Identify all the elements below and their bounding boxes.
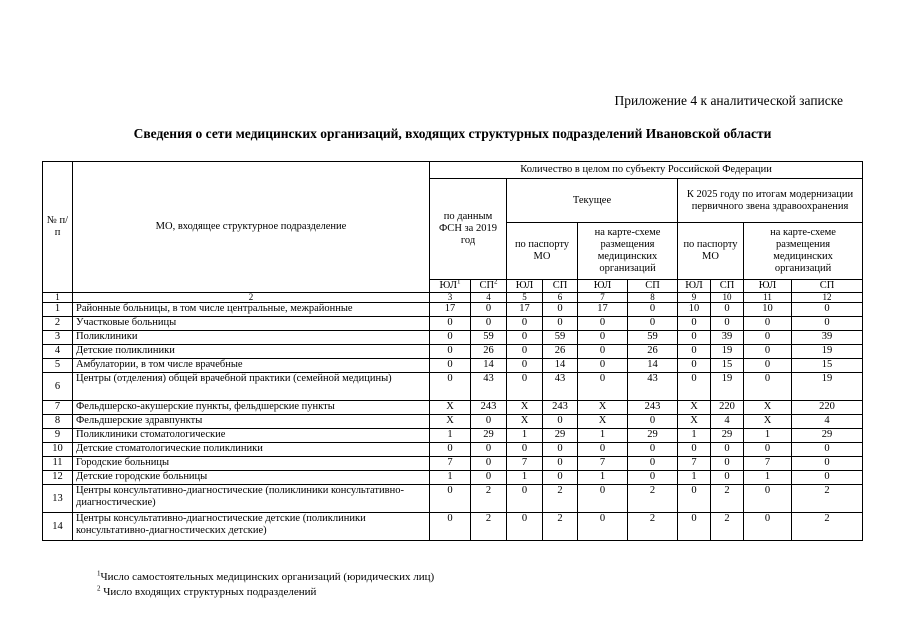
- row-value: 1: [678, 429, 711, 443]
- row-value: 220: [792, 401, 863, 415]
- row-value: 0: [543, 303, 578, 317]
- row-value: X: [678, 401, 711, 415]
- header-current-passport: по паспорту МО: [507, 223, 578, 280]
- row-value: 0: [430, 345, 471, 359]
- row-value: 0: [507, 359, 543, 373]
- row-value: 10: [744, 303, 792, 317]
- row-value: 14: [471, 359, 507, 373]
- row-value: 0: [744, 359, 792, 373]
- row-value: 0: [578, 485, 628, 513]
- row-value: 19: [792, 345, 863, 359]
- row-value: 0: [628, 317, 678, 331]
- row-value: 43: [543, 373, 578, 401]
- header-yul: ЮЛ: [578, 280, 628, 293]
- row-value: 7: [678, 457, 711, 471]
- row-value: 0: [792, 303, 863, 317]
- row-value: 243: [471, 401, 507, 415]
- row-value: 0: [578, 359, 628, 373]
- row-value: 2: [792, 485, 863, 513]
- header-sp: СП: [792, 280, 863, 293]
- row-value: 14: [628, 359, 678, 373]
- row-number: 6: [43, 373, 73, 401]
- row-value: 0: [792, 471, 863, 485]
- row-value: X: [507, 401, 543, 415]
- row-number: 12: [43, 471, 73, 485]
- row-value: 1: [578, 429, 628, 443]
- row-value: 0: [430, 443, 471, 457]
- row-value: 0: [578, 513, 628, 541]
- header-total: Количество в целом по субъекту Российской Федерации: [430, 162, 863, 179]
- header-sp: СП: [543, 280, 578, 293]
- row-value: 4: [711, 415, 744, 429]
- column-index: 5: [507, 293, 543, 303]
- header-yul: $ЮЛ^1$: [430, 280, 471, 293]
- row-name: Поликлиники стоматологические: [73, 429, 430, 443]
- column-index: 3: [430, 293, 471, 303]
- table-row: [43, 443, 863, 457]
- table-row: [43, 303, 863, 317]
- column-index: 10: [711, 293, 744, 303]
- row-value: 0: [578, 317, 628, 331]
- row-value: 7: [578, 457, 628, 471]
- header-yul: ЮЛ: [678, 280, 711, 293]
- header-yul: ЮЛ: [744, 280, 792, 293]
- row-value: 0: [543, 317, 578, 331]
- row-value: 19: [711, 373, 744, 401]
- row-number: 1: [43, 303, 73, 317]
- row-value: 0: [678, 317, 711, 331]
- row-value: 14: [543, 359, 578, 373]
- row-number: 10: [43, 443, 73, 457]
- row-name: Поликлиники: [73, 331, 430, 345]
- column-index: 9: [678, 293, 711, 303]
- row-value: 0: [711, 471, 744, 485]
- row-value: 0: [628, 457, 678, 471]
- row-value: 0: [471, 415, 507, 429]
- table-row: [43, 415, 863, 429]
- row-number: 5: [43, 359, 73, 373]
- row-value: 29: [543, 429, 578, 443]
- row-value: 4: [792, 415, 863, 429]
- row-name: Амбулатории, в том числе врачебные: [73, 359, 430, 373]
- footnote-1: $^1$Число самостоятельных медицинских организаций (юридических лиц): [97, 569, 435, 583]
- header-fsn: по данным ФСН за 2019 год: [430, 179, 507, 280]
- row-value: 0: [711, 443, 744, 457]
- row-name: Центры (отделения) общей врачебной практики (семейной медицины): [73, 373, 430, 401]
- row-value: 0: [678, 443, 711, 457]
- row-number: 4: [43, 345, 73, 359]
- row-number: 8: [43, 415, 73, 429]
- row-value: 2: [792, 513, 863, 541]
- row-value: 7: [430, 457, 471, 471]
- row-value: 0: [792, 457, 863, 471]
- row-value: 243: [628, 401, 678, 415]
- row-value: 0: [628, 415, 678, 429]
- column-index: 8: [628, 293, 678, 303]
- row-value: 17: [430, 303, 471, 317]
- row-value: 19: [711, 345, 744, 359]
- row-value: 15: [711, 359, 744, 373]
- row-value: 0: [543, 415, 578, 429]
- row-value: 0: [507, 345, 543, 359]
- row-value: 0: [471, 443, 507, 457]
- row-value: 17: [578, 303, 628, 317]
- row-value: 15: [792, 359, 863, 373]
- row-value: X: [744, 401, 792, 415]
- header-2025-scheme: на карте-схеме размещения медицинских организаций: [744, 223, 863, 280]
- row-value: 0: [430, 359, 471, 373]
- row-value: 1: [678, 471, 711, 485]
- row-value: 0: [578, 331, 628, 345]
- column-index: 7: [578, 293, 628, 303]
- row-value: 2: [711, 485, 744, 513]
- row-value: 0: [430, 373, 471, 401]
- table-row: [43, 331, 863, 345]
- row-value: 0: [711, 303, 744, 317]
- row-number: 13: [43, 485, 73, 513]
- table-row: [43, 457, 863, 471]
- row-value: 0: [678, 513, 711, 541]
- row-value: 43: [628, 373, 678, 401]
- row-value: 0: [430, 513, 471, 541]
- row-value: 2: [471, 485, 507, 513]
- row-value: 0: [578, 345, 628, 359]
- row-value: 0: [471, 303, 507, 317]
- header-current-scheme: на карте-схеме размещения медицинских организаций: [578, 223, 678, 280]
- row-value: 2: [628, 485, 678, 513]
- row-value: 0: [711, 317, 744, 331]
- column-index: 2: [73, 293, 430, 303]
- row-value: 0: [628, 303, 678, 317]
- header-sp: $СП^2$: [471, 280, 507, 293]
- table-row: [43, 429, 863, 443]
- row-value: 0: [678, 485, 711, 513]
- page-title: Сведения о сети медицинских организаций, входящих структурных подразделений Ивановской области: [133, 126, 772, 141]
- row-name: Центры консультативно-диагностические (поликлиники консультативно-диагностические): [73, 485, 430, 513]
- header-2025-passport: по паспорту МО: [678, 223, 744, 280]
- row-value: 26: [628, 345, 678, 359]
- column-index-row: [43, 293, 863, 303]
- row-name: Участковые больницы: [73, 317, 430, 331]
- row-value: 29: [711, 429, 744, 443]
- row-value: 2: [471, 513, 507, 541]
- row-value: 0: [578, 443, 628, 457]
- header-current: Текущее: [507, 179, 678, 223]
- row-number: 14: [43, 513, 73, 541]
- row-value: 1: [507, 429, 543, 443]
- row-value: 0: [430, 485, 471, 513]
- row-value: X: [430, 401, 471, 415]
- header-sp: СП: [628, 280, 678, 293]
- column-index: 12: [792, 293, 863, 303]
- row-value: 0: [744, 331, 792, 345]
- row-value: 29: [628, 429, 678, 443]
- row-name: Фельдшерско-акушерские пункты, фельдшерские пункты: [73, 401, 430, 415]
- row-value: 0: [507, 485, 543, 513]
- row-value: 0: [430, 331, 471, 345]
- row-value: 0: [628, 443, 678, 457]
- table-row: [43, 485, 863, 513]
- row-value: 0: [744, 443, 792, 457]
- row-name: Детские поликлиники: [73, 345, 430, 359]
- row-name: Детские городские больницы: [73, 471, 430, 485]
- row-value: 1: [744, 429, 792, 443]
- row-value: 29: [471, 429, 507, 443]
- row-name: Фельдшерские здравпункты: [73, 415, 430, 429]
- row-value: 0: [430, 317, 471, 331]
- footnote-2: $^2$ Число входящих структурных подразделений: [97, 584, 317, 598]
- row-name: Центры консультативно-диагностические детские (поликлиники консультативно-диагностических детские): [73, 513, 430, 541]
- row-value: 26: [471, 345, 507, 359]
- row-value: 2: [628, 513, 678, 541]
- row-value: 29: [792, 429, 863, 443]
- row-value: 0: [471, 471, 507, 485]
- row-value: X: [678, 415, 711, 429]
- row-value: X: [744, 415, 792, 429]
- row-value: 0: [543, 471, 578, 485]
- row-name: Детские стоматологические поликлиники: [73, 443, 430, 457]
- row-value: 2: [711, 513, 744, 541]
- table-body: [43, 303, 863, 541]
- row-value: 0: [507, 373, 543, 401]
- row-value: 0: [471, 457, 507, 471]
- row-value: 7: [507, 457, 543, 471]
- row-name: Городские больницы: [73, 457, 430, 471]
- column-index: 1: [43, 293, 73, 303]
- row-value: 0: [678, 373, 711, 401]
- row-number: 11: [43, 457, 73, 471]
- row-value: 2: [543, 513, 578, 541]
- row-value: 0: [578, 373, 628, 401]
- row-value: 59: [543, 331, 578, 345]
- row-value: 1: [744, 471, 792, 485]
- table-row: [43, 345, 863, 359]
- row-value: 17: [507, 303, 543, 317]
- row-value: 0: [744, 317, 792, 331]
- row-value: 0: [507, 331, 543, 345]
- row-number: 2: [43, 317, 73, 331]
- row-value: 220: [711, 401, 744, 415]
- row-value: 0: [678, 345, 711, 359]
- column-index: 11: [744, 293, 792, 303]
- header-num: № п/п: [43, 162, 73, 293]
- row-value: 1: [507, 471, 543, 485]
- row-value: 0: [744, 513, 792, 541]
- row-value: 0: [543, 443, 578, 457]
- row-value: 0: [792, 317, 863, 331]
- row-value: 0: [628, 471, 678, 485]
- appendix-caption: Приложение 4 к аналитической записке: [614, 93, 843, 108]
- medical-organizations-table: [42, 161, 863, 541]
- header-mo: МО, входящее структурное подразделение: [73, 162, 430, 293]
- row-value: 0: [744, 485, 792, 513]
- row-value: 59: [471, 331, 507, 345]
- row-value: X: [578, 415, 628, 429]
- header-sp: СП: [711, 280, 744, 293]
- header-by2025: К 2025 году по итогам модернизации первичного звена здравоохранения: [678, 179, 863, 223]
- row-value: 26: [543, 345, 578, 359]
- table-row: [43, 401, 863, 415]
- row-value: 0: [507, 317, 543, 331]
- row-value: 0: [678, 331, 711, 345]
- row-value: 1: [430, 471, 471, 485]
- table-row: [43, 471, 863, 485]
- row-number: 3: [43, 331, 73, 345]
- row-value: 7: [744, 457, 792, 471]
- row-value: 0: [792, 443, 863, 457]
- row-name: Районные больницы, в том числе центральные, межрайонные: [73, 303, 430, 317]
- row-number: 7: [43, 401, 73, 415]
- table-row: [43, 373, 863, 401]
- row-value: 10: [678, 303, 711, 317]
- row-value: 0: [507, 513, 543, 541]
- row-number: 9: [43, 429, 73, 443]
- table-row: [43, 359, 863, 373]
- row-value: 0: [471, 317, 507, 331]
- row-value: 243: [543, 401, 578, 415]
- row-value: X: [578, 401, 628, 415]
- row-value: 0: [744, 373, 792, 401]
- row-value: 43: [471, 373, 507, 401]
- row-value: 0: [543, 457, 578, 471]
- row-value: 0: [744, 345, 792, 359]
- table-row: [43, 317, 863, 331]
- header-yul: ЮЛ: [507, 280, 543, 293]
- row-value: 0: [507, 443, 543, 457]
- table-row: [43, 513, 863, 541]
- row-value: 1: [578, 471, 628, 485]
- row-value: 39: [711, 331, 744, 345]
- column-index: 4: [471, 293, 507, 303]
- row-value: 0: [678, 359, 711, 373]
- row-value: 59: [628, 331, 678, 345]
- row-value: 1: [430, 429, 471, 443]
- row-value: X: [430, 415, 471, 429]
- row-value: X: [507, 415, 543, 429]
- row-value: 39: [792, 331, 863, 345]
- row-value: 0: [711, 457, 744, 471]
- column-index: 6: [543, 293, 578, 303]
- row-value: 2: [543, 485, 578, 513]
- row-value: 19: [792, 373, 863, 401]
